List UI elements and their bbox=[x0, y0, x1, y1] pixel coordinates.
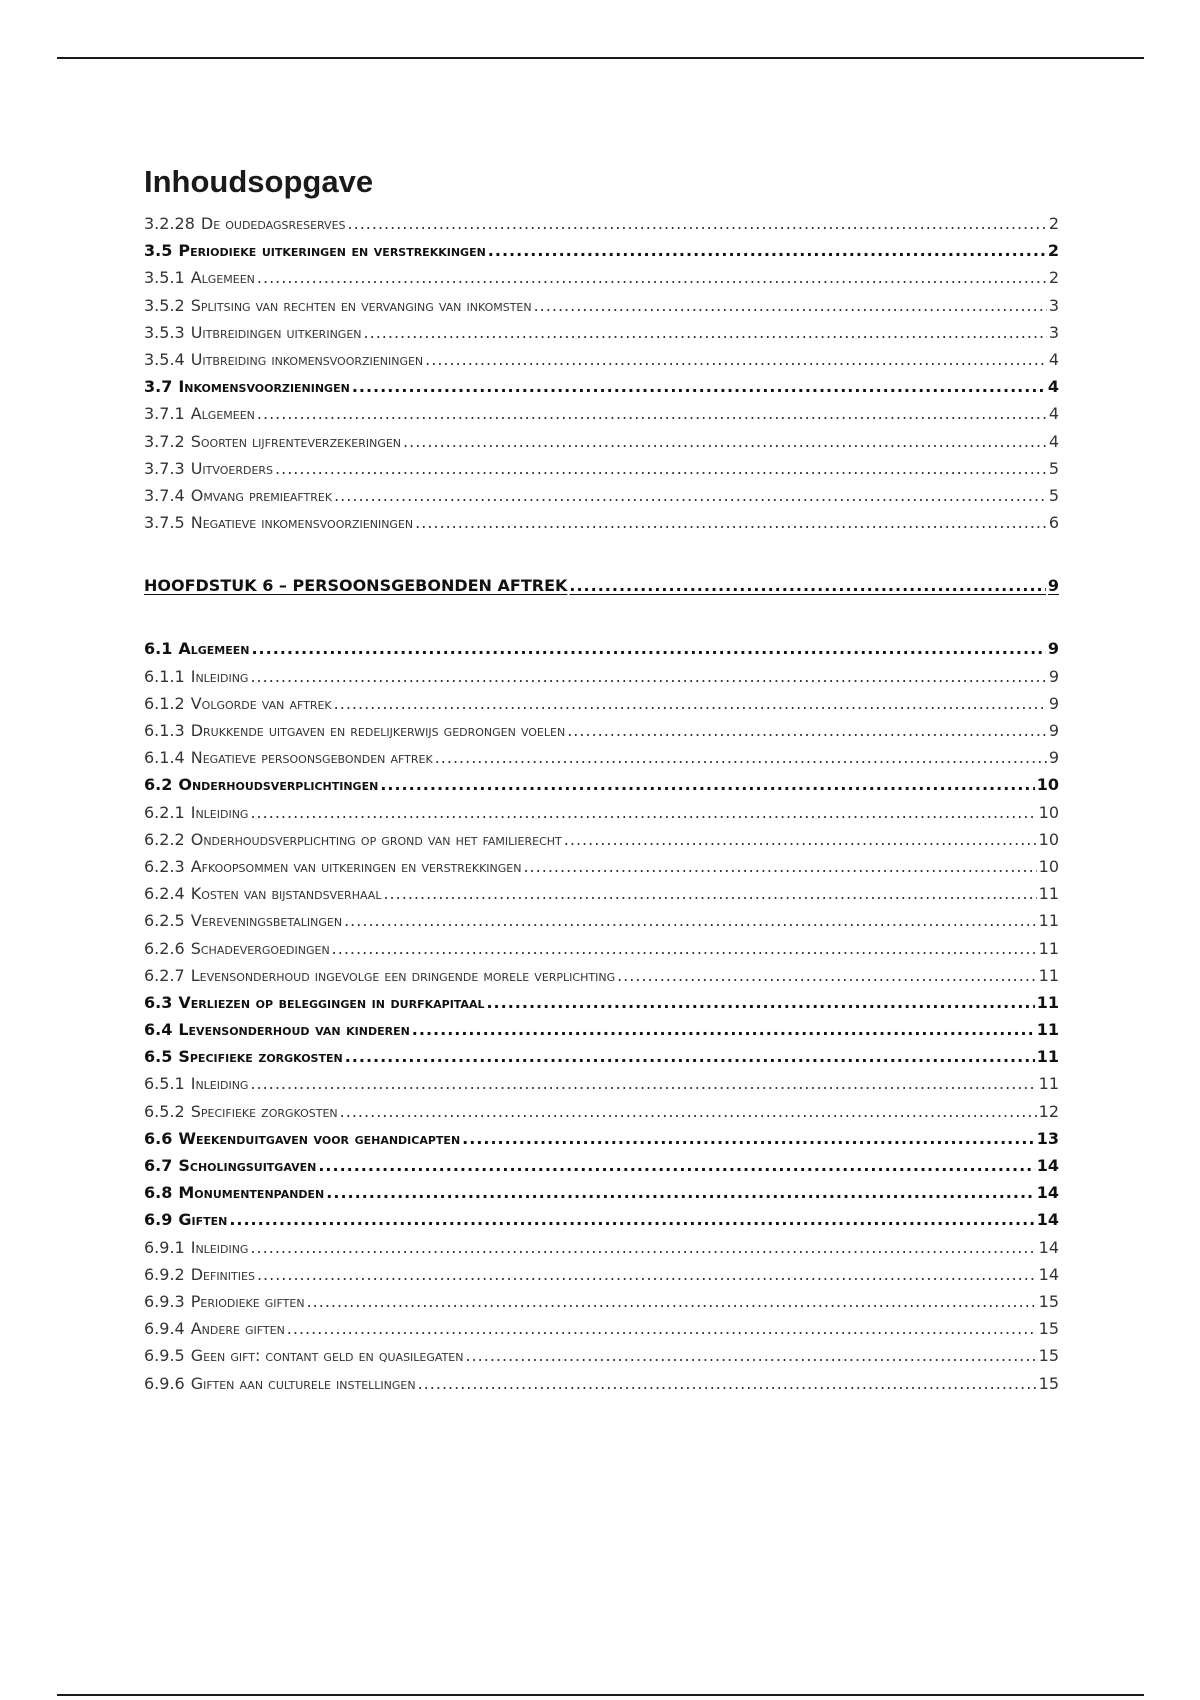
toc-dot-leader bbox=[364, 323, 1047, 342]
toc-entry[interactable] bbox=[144, 857, 1059, 884]
toc-dot-leader bbox=[332, 939, 1037, 958]
toc-entry-text: Inleiding bbox=[190, 802, 249, 822]
toc-entry[interactable] bbox=[144, 1319, 1059, 1346]
toc-entry-number: 3.7.4 bbox=[144, 485, 185, 505]
toc-entry-number: 6.9.2 bbox=[144, 1264, 185, 1284]
toc-page-number: 2 bbox=[1048, 268, 1059, 288]
toc-page-number: 3 bbox=[1048, 295, 1059, 315]
toc-entry[interactable] bbox=[144, 639, 1059, 666]
toc-entry[interactable] bbox=[144, 432, 1059, 459]
toc-page-number: 5 bbox=[1048, 485, 1059, 505]
toc-page-number: 9 bbox=[1048, 748, 1059, 768]
toc-entry[interactable] bbox=[144, 1265, 1059, 1292]
toc-entry-text: HOOFDSTUK 6 – PERSOONSGEBONDEN AFTREK bbox=[144, 576, 568, 596]
toc-entry-text: Schadevergoedingen bbox=[190, 938, 330, 958]
toc-entry[interactable] bbox=[144, 296, 1059, 323]
toc-entry-text: Monumentenpanden bbox=[178, 1183, 325, 1203]
toc-page-number: 9 bbox=[1048, 666, 1059, 686]
toc-entry-number: 3.7.1 bbox=[144, 404, 185, 424]
toc-entry-number: 6.1.4 bbox=[144, 748, 185, 768]
toc-entry-text: Inkomensvoorzieningen bbox=[178, 377, 350, 397]
toc-page-number: 10 bbox=[1038, 802, 1059, 822]
toc-dot-leader bbox=[534, 296, 1047, 315]
toc-entry-number: 3.5 bbox=[144, 241, 173, 261]
toc-dot-leader bbox=[250, 1074, 1036, 1093]
toc-page-number: 9 bbox=[1047, 576, 1059, 596]
toc-entry-text: Periodieke uitkeringen en verstrekkingen bbox=[178, 241, 486, 261]
toc-page-number: 2 bbox=[1047, 241, 1059, 261]
toc-entry-number: 6.9.4 bbox=[144, 1319, 185, 1339]
toc-entry-text: Verliezen op beleggingen in durfkapitaal bbox=[178, 992, 485, 1012]
toc-page-number: 5 bbox=[1048, 458, 1059, 478]
toc-entry-number: 6.2.1 bbox=[144, 802, 185, 822]
toc-entry-number: 3.7.2 bbox=[144, 431, 185, 451]
toc-page-number: 15 bbox=[1038, 1373, 1059, 1393]
toc-entry-number: 3.7.5 bbox=[144, 513, 185, 533]
toc-entry[interactable] bbox=[144, 1129, 1059, 1156]
toc-page-number: 15 bbox=[1038, 1346, 1059, 1366]
toc-entry[interactable] bbox=[144, 1156, 1059, 1183]
toc-dot-leader bbox=[275, 459, 1047, 478]
toc-title: Inhoudsopgave bbox=[144, 164, 374, 199]
toc-entry[interactable] bbox=[144, 1374, 1059, 1401]
toc-container bbox=[144, 162, 1059, 1401]
toc-dot-leader bbox=[488, 241, 1046, 260]
toc-page-number: 11 bbox=[1036, 1020, 1059, 1040]
toc-entry-text: Inleiding bbox=[190, 1237, 249, 1257]
toc-entry-number: 6.1.1 bbox=[144, 666, 185, 686]
toc-page-number: 10 bbox=[1036, 775, 1059, 795]
toc-page-number: 4 bbox=[1047, 377, 1059, 397]
toc-entry-number: 6.2.7 bbox=[144, 965, 185, 985]
toc-dot-leader bbox=[257, 404, 1047, 423]
toc-entry-text: Splitsing van rechten en vervanging van inkomsten bbox=[190, 295, 532, 315]
toc-chapter-entry[interactable] bbox=[144, 576, 1059, 603]
toc-page-number: 11 bbox=[1038, 965, 1059, 985]
toc-entry-number: 6.8 bbox=[144, 1183, 173, 1203]
toc-entry-text: Volgorde van aftrek bbox=[190, 693, 332, 713]
toc-entry[interactable] bbox=[144, 993, 1059, 1020]
toc-page-number: 9 bbox=[1048, 721, 1059, 740]
toc-entry-number: 6.1.2 bbox=[144, 693, 185, 713]
toc-entry-number: 6.5.1 bbox=[144, 1074, 185, 1094]
toc-entry-number: 3.7.3 bbox=[144, 458, 185, 478]
toc-entry-text: Kosten van bijstandsverhaal bbox=[190, 884, 382, 904]
toc-page-number: 10 bbox=[1038, 829, 1059, 849]
toc-entry-text: Levensonderhoud ingevolge een dringende morele verplichting bbox=[190, 965, 616, 985]
toc-entry[interactable] bbox=[144, 1102, 1059, 1129]
toc-entry-number: 6.2.5 bbox=[144, 911, 185, 931]
toc-page-number: 15 bbox=[1038, 1291, 1059, 1311]
toc-entry-text: Periodieke giften bbox=[190, 1291, 305, 1311]
toc-entry-number: 3.5.3 bbox=[144, 322, 185, 342]
toc-entry-number: 6.9.6 bbox=[144, 1373, 185, 1393]
toc-entry[interactable] bbox=[144, 775, 1059, 802]
toc-dot-leader bbox=[334, 486, 1047, 505]
toc-entry-number: 6.4 bbox=[144, 1020, 173, 1040]
toc-entry-text: Uitbreiding inkomensvoorzieningen bbox=[190, 349, 424, 369]
toc-entry-number: 6.7 bbox=[144, 1156, 173, 1175]
toc-dot-leader bbox=[345, 1047, 1035, 1066]
toc-page-number: 11 bbox=[1038, 884, 1059, 904]
toc-page-number: 14 bbox=[1038, 1237, 1059, 1257]
toc-page-number: 14 bbox=[1038, 1264, 1059, 1284]
toc-list bbox=[144, 214, 1059, 1401]
toc-entry-number: 6.2.6 bbox=[144, 938, 185, 958]
toc-entry[interactable] bbox=[144, 241, 1059, 268]
toc-entry-number: 6.2 bbox=[144, 775, 173, 795]
toc-entry-number: 6.2.4 bbox=[144, 884, 185, 904]
toc-dot-leader bbox=[257, 268, 1047, 287]
toc-entry-text: Specifieke zorgkosten bbox=[178, 1047, 343, 1067]
toc-dot-leader bbox=[403, 432, 1047, 451]
toc-dot-leader bbox=[352, 377, 1046, 396]
toc-entry-text: Definities bbox=[190, 1264, 255, 1284]
toc-dot-leader bbox=[617, 966, 1037, 985]
toc-entry-number: 6.2.2 bbox=[144, 829, 185, 849]
toc-dot-leader bbox=[257, 1265, 1037, 1284]
toc-dot-leader bbox=[564, 830, 1037, 849]
toc-entry[interactable] bbox=[144, 830, 1059, 857]
toc-dot-leader bbox=[229, 1210, 1034, 1229]
toc-dot-leader bbox=[425, 350, 1047, 369]
toc-page-number: 6 bbox=[1048, 513, 1059, 533]
toc-dot-leader bbox=[462, 1129, 1035, 1148]
toc-entry[interactable] bbox=[144, 459, 1059, 486]
toc-entry-number: 3.5.1 bbox=[144, 268, 185, 288]
toc-entry-text: Drukkende uitgaven en redelijkerwijs gedrongen voelen bbox=[190, 721, 566, 740]
toc-entry-text: Weekenduitgaven voor gehandicapten bbox=[178, 1128, 461, 1148]
toc-entry-text: Negatieve inkomensvoorzieningen bbox=[190, 513, 414, 533]
toc-dot-leader bbox=[567, 721, 1047, 740]
toc-dot-leader bbox=[412, 1020, 1035, 1039]
toc-page-number: 11 bbox=[1038, 1074, 1059, 1094]
toc-entry-text: Algemeen bbox=[178, 639, 250, 659]
toc-entry-text: Levensonderhoud van kinderen bbox=[178, 1020, 410, 1040]
toc-entry[interactable] bbox=[144, 486, 1059, 513]
toc-entry-text: Vereveningsbetalingen bbox=[190, 911, 343, 931]
toc-entry-text: Andere giften bbox=[190, 1319, 285, 1339]
toc-entry-text: Algemeen bbox=[190, 404, 255, 424]
toc-entry-text: Omvang premieaftrek bbox=[190, 485, 333, 505]
toc-entry-number: 3.2.28 bbox=[144, 214, 195, 233]
toc-entry[interactable] bbox=[144, 884, 1059, 911]
toc-page-number: 4 bbox=[1048, 431, 1059, 451]
toc-page-number: 3 bbox=[1048, 322, 1059, 342]
toc-dot-leader bbox=[307, 1292, 1037, 1311]
toc-page-number: 2 bbox=[1048, 214, 1059, 233]
toc-page-number: 12 bbox=[1038, 1101, 1059, 1121]
toc-entry-text: Inleiding bbox=[190, 1074, 249, 1094]
toc-entry[interactable] bbox=[144, 966, 1059, 993]
toc-entry[interactable] bbox=[144, 803, 1059, 830]
toc-entry-number: 6.1.3 bbox=[144, 721, 185, 740]
toc-dot-leader bbox=[334, 694, 1047, 713]
toc-entry-number: 3.5.4 bbox=[144, 349, 185, 369]
toc-page-number: 4 bbox=[1048, 404, 1059, 424]
toc-entry-text: Uitbreidingen uitkeringen bbox=[190, 322, 362, 342]
toc-entry-number: 6.9.1 bbox=[144, 1237, 185, 1257]
toc-entry-number: 6.6 bbox=[144, 1128, 173, 1148]
toc-entry-number: 6.9.3 bbox=[144, 1291, 185, 1311]
toc-entry-number: 6.9.5 bbox=[144, 1346, 185, 1366]
header-rule bbox=[57, 57, 1144, 59]
toc-dot-leader bbox=[569, 576, 1045, 595]
toc-entry[interactable] bbox=[144, 1346, 1059, 1373]
footer-rule bbox=[57, 1694, 1144, 1696]
toc-entry-number: 6.1 bbox=[144, 639, 173, 659]
toc-page-number: 11 bbox=[1038, 938, 1059, 958]
toc-dot-leader bbox=[340, 1102, 1037, 1121]
toc-entry[interactable] bbox=[144, 214, 1059, 241]
toc-entry-text: Uitvoerders bbox=[190, 458, 274, 478]
toc-page-number: 14 bbox=[1036, 1183, 1059, 1203]
toc-entry[interactable] bbox=[144, 1292, 1059, 1319]
toc-dot-leader bbox=[251, 639, 1045, 658]
toc-entry-number: 6.5 bbox=[144, 1047, 173, 1067]
toc-dot-leader bbox=[415, 513, 1047, 532]
toc-entry-number: 3.7 bbox=[144, 377, 173, 397]
toc-entry[interactable] bbox=[144, 1183, 1059, 1210]
toc-entry-text: Scholingsuitgaven bbox=[178, 1156, 317, 1175]
toc-entry-text: Onderhoudsverplichting op grond van het familierecht bbox=[190, 829, 562, 849]
toc-entry[interactable] bbox=[144, 911, 1059, 938]
toc-dot-leader bbox=[250, 1238, 1036, 1257]
toc-entry-number: 6.5.2 bbox=[144, 1101, 185, 1121]
toc-page-number: 9 bbox=[1048, 693, 1059, 713]
toc-page-number: 14 bbox=[1036, 1210, 1059, 1230]
toc-page-number: 4 bbox=[1048, 349, 1059, 369]
toc-dot-leader bbox=[465, 1346, 1036, 1365]
toc-entry[interactable] bbox=[144, 939, 1059, 966]
toc-dot-leader bbox=[380, 775, 1034, 794]
toc-entry[interactable] bbox=[144, 377, 1059, 404]
toc-dot-leader bbox=[250, 803, 1036, 822]
toc-dot-leader bbox=[523, 857, 1036, 876]
toc-entry-number: 3.5.2 bbox=[144, 295, 185, 315]
toc-entry[interactable] bbox=[144, 721, 1059, 748]
toc-page-number: 9 bbox=[1047, 639, 1059, 659]
toc-dot-leader bbox=[250, 667, 1046, 686]
toc-page-number: 15 bbox=[1038, 1319, 1059, 1339]
toc-entry[interactable] bbox=[144, 694, 1059, 721]
toc-entry[interactable] bbox=[144, 404, 1059, 431]
toc-entry-text: Algemeen bbox=[190, 268, 255, 288]
toc-dot-leader bbox=[486, 993, 1034, 1012]
toc-dot-leader bbox=[383, 884, 1036, 903]
toc-entry[interactable] bbox=[144, 268, 1059, 295]
toc-dot-leader bbox=[318, 1156, 1034, 1175]
toc-entry-number: 6.2.3 bbox=[144, 856, 185, 876]
toc-entry-number: 6.9 bbox=[144, 1210, 173, 1230]
toc-entry-text: Giften aan culturele instellingen bbox=[190, 1373, 416, 1393]
toc-page-number: 11 bbox=[1036, 992, 1059, 1012]
toc-entry[interactable] bbox=[144, 513, 1059, 540]
toc-entry-text: Afkoopsommen van uitkeringen en verstrekkingen bbox=[190, 856, 522, 876]
toc-entry[interactable] bbox=[144, 667, 1059, 694]
toc-entry-text: Negatieve persoonsgebonden aftrek bbox=[190, 748, 433, 768]
toc-entry-number: 6.3 bbox=[144, 992, 173, 1012]
toc-dot-leader bbox=[344, 911, 1037, 930]
toc-entry[interactable] bbox=[144, 1047, 1059, 1074]
toc-entry[interactable] bbox=[144, 323, 1059, 350]
toc-page-number: 10 bbox=[1038, 856, 1059, 876]
toc-page-number: 11 bbox=[1036, 1047, 1059, 1067]
toc-dot-leader bbox=[348, 214, 1047, 233]
toc-entry-text: Soorten lijfrenteverzekeringen bbox=[190, 431, 402, 451]
toc-entry[interactable] bbox=[144, 1074, 1059, 1101]
toc-entry-text: Inleiding bbox=[190, 666, 249, 686]
toc-page-number: 14 bbox=[1036, 1156, 1059, 1175]
toc-entry[interactable] bbox=[144, 1210, 1059, 1237]
toc-dot-leader bbox=[418, 1374, 1037, 1393]
toc-page-number: 11 bbox=[1038, 911, 1059, 931]
toc-entry[interactable] bbox=[144, 748, 1059, 775]
toc-entry-text: De oudedagsreserves bbox=[200, 214, 346, 233]
toc-dot-leader bbox=[287, 1319, 1037, 1338]
toc-entry-text: Onderhoudsverplichtingen bbox=[178, 775, 379, 795]
toc-entry[interactable] bbox=[144, 1020, 1059, 1047]
toc-entry-text: Specifieke zorgkosten bbox=[190, 1101, 338, 1121]
toc-entry[interactable] bbox=[144, 350, 1059, 377]
toc-dot-leader bbox=[435, 748, 1047, 767]
toc-entry-text: Giften bbox=[178, 1210, 228, 1230]
toc-entry[interactable] bbox=[144, 1238, 1059, 1265]
toc-page-number: 13 bbox=[1036, 1128, 1059, 1148]
toc-dot-leader bbox=[326, 1183, 1034, 1202]
toc-entry-text: Geen gift: contant geld en quasilegaten bbox=[190, 1346, 464, 1366]
